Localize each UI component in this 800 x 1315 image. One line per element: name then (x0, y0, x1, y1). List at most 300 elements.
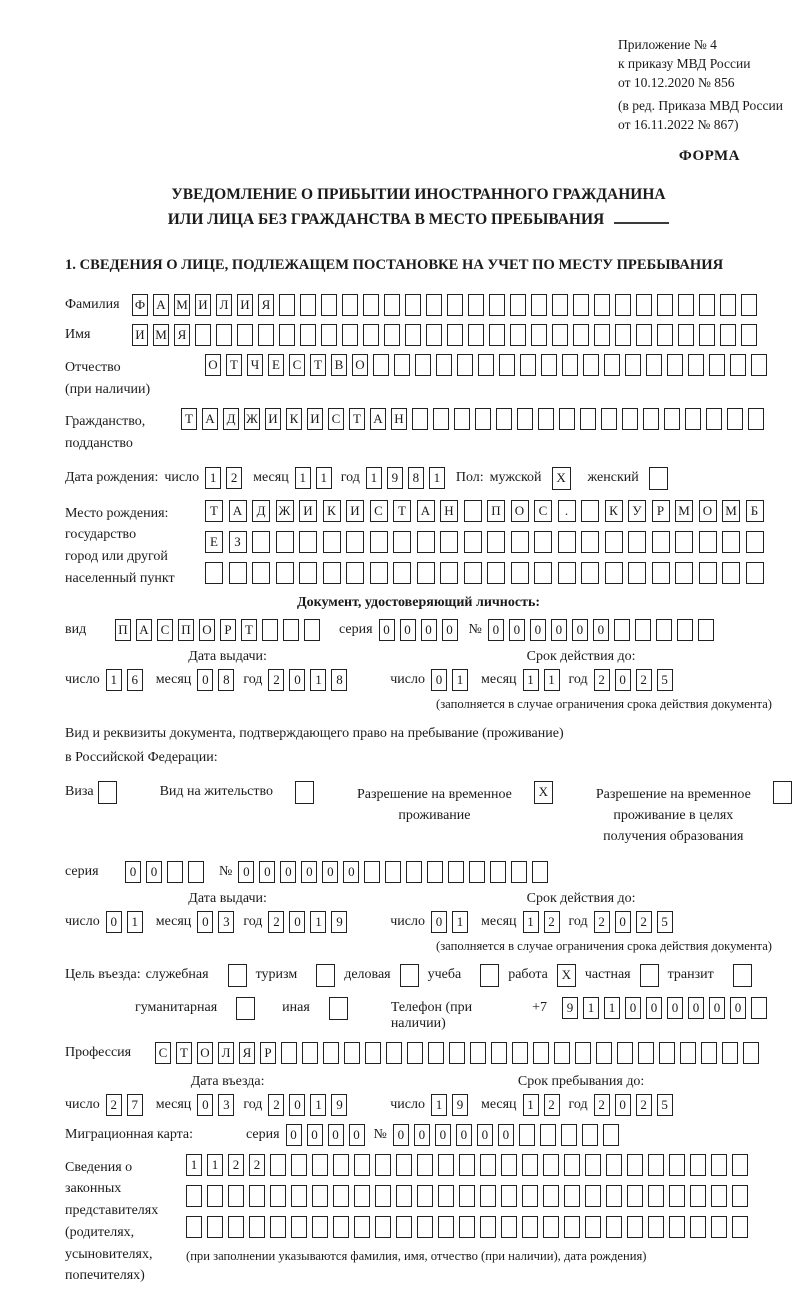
doc-expiry-day[interactable] (431, 669, 473, 691)
cell-box[interactable]: 8 (408, 467, 424, 489)
cell-box[interactable] (480, 964, 499, 987)
cell-box[interactable]: 1 (106, 669, 122, 691)
cell-box[interactable] (732, 1185, 748, 1207)
cell-box[interactable] (407, 1042, 423, 1064)
cell-box[interactable]: 0 (488, 619, 504, 641)
cell-box[interactable] (534, 562, 552, 584)
cell-box[interactable] (652, 562, 670, 584)
cell-box[interactable]: 0 (259, 861, 275, 883)
cell-box[interactable] (370, 531, 388, 553)
cell-box[interactable] (449, 1042, 465, 1064)
cell-box[interactable] (400, 964, 419, 987)
cell-box[interactable] (617, 1042, 633, 1064)
cell-box[interactable] (699, 294, 715, 316)
cell-box[interactable] (648, 1185, 664, 1207)
cell-box[interactable]: О (352, 354, 368, 376)
cell-box[interactable] (375, 1185, 391, 1207)
cell-box[interactable] (669, 1216, 685, 1238)
cell-box[interactable]: Ж (244, 408, 260, 430)
cell-box[interactable]: Р (220, 619, 236, 641)
cell-box[interactable] (711, 1185, 727, 1207)
cell-box[interactable] (252, 562, 270, 584)
cell-box[interactable] (501, 1154, 517, 1176)
residence-expiry-year[interactable] (594, 911, 678, 933)
cell-box[interactable]: 1 (127, 911, 143, 933)
cell-box[interactable] (312, 1154, 328, 1176)
cell-box[interactable] (543, 1185, 559, 1207)
cell-box[interactable] (375, 1216, 391, 1238)
cell-box[interactable]: 2 (594, 1094, 610, 1116)
cell-box[interactable] (464, 562, 482, 584)
cell-box[interactable]: И (265, 408, 281, 430)
cell-box[interactable] (657, 324, 673, 346)
cell-box[interactable] (538, 408, 554, 430)
cell-box[interactable]: Н (391, 408, 407, 430)
residence-expiry-month[interactable] (523, 911, 565, 933)
residence-number-field[interactable] (238, 861, 553, 883)
cell-box[interactable]: 2 (636, 669, 652, 691)
cell-box[interactable] (649, 467, 668, 490)
cell-box[interactable]: 1 (310, 669, 326, 691)
cell-box[interactable]: 2 (268, 669, 284, 691)
cell-box[interactable]: 0 (393, 1124, 409, 1146)
migration-number-field[interactable] (393, 1124, 624, 1146)
cell-box[interactable]: 3 (218, 1094, 234, 1116)
entry-year[interactable] (268, 1094, 352, 1116)
cell-box[interactable] (236, 997, 255, 1020)
residence-issue-year[interactable] (268, 911, 352, 933)
cell-box[interactable] (464, 500, 482, 522)
cell-box[interactable]: 1 (604, 997, 620, 1019)
cell-box[interactable]: 0 (572, 619, 588, 641)
doc-issue-month[interactable] (197, 669, 239, 691)
cell-box[interactable]: 2 (636, 911, 652, 933)
cell-box[interactable]: Б (746, 500, 764, 522)
cell-box[interactable] (699, 562, 717, 584)
cell-box[interactable]: 0 (301, 861, 317, 883)
temp-permit-checkbox[interactable] (534, 781, 558, 804)
cell-box[interactable]: 0 (593, 619, 609, 641)
cell-box[interactable] (510, 324, 526, 346)
cell-box[interactable] (746, 562, 764, 584)
cell-box[interactable]: М (722, 500, 740, 522)
cell-box[interactable] (281, 1042, 297, 1064)
cell-box[interactable] (614, 619, 630, 641)
cell-box[interactable] (440, 562, 458, 584)
cell-box[interactable]: О (197, 1042, 213, 1064)
cell-box[interactable]: Д (252, 500, 270, 522)
cell-box[interactable] (291, 1154, 307, 1176)
cell-box[interactable] (706, 408, 722, 430)
cell-box[interactable] (469, 861, 485, 883)
cell-box[interactable]: 2 (106, 1094, 122, 1116)
purpose-work-checkbox[interactable] (557, 964, 581, 987)
cell-box[interactable]: Л (218, 1042, 234, 1064)
cell-box[interactable]: П (178, 619, 194, 641)
cell-box[interactable] (300, 294, 316, 316)
cell-box[interactable]: Т (349, 408, 365, 430)
migration-series-field[interactable] (286, 1124, 370, 1146)
cell-box[interactable] (732, 1216, 748, 1238)
cell-box[interactable] (454, 408, 470, 430)
cell-box[interactable]: С (157, 619, 173, 641)
cell-box[interactable] (291, 1216, 307, 1238)
cell-box[interactable]: 0 (125, 861, 141, 883)
cell-box[interactable] (533, 1042, 549, 1064)
doc-issue-day[interactable] (106, 669, 148, 691)
cell-box[interactable] (564, 1216, 580, 1238)
cell-box[interactable]: 0 (289, 911, 305, 933)
cell-box[interactable] (688, 354, 704, 376)
cell-box[interactable] (468, 324, 484, 346)
cell-box[interactable] (188, 861, 204, 883)
cell-box[interactable] (585, 1185, 601, 1207)
cell-box[interactable] (396, 1216, 412, 1238)
cell-box[interactable]: 0 (456, 1124, 472, 1146)
cell-box[interactable] (480, 1185, 496, 1207)
cell-box[interactable] (364, 861, 380, 883)
cell-box[interactable]: 0 (615, 911, 631, 933)
cell-box[interactable]: Д (223, 408, 239, 430)
cell-box[interactable] (636, 324, 652, 346)
cell-box[interactable] (98, 781, 117, 804)
cell-box[interactable]: У (628, 500, 646, 522)
cell-box[interactable] (333, 1185, 349, 1207)
cell-box[interactable] (252, 531, 270, 553)
cell-box[interactable]: 1 (366, 467, 382, 489)
cell-box[interactable]: Я (239, 1042, 255, 1064)
cell-box[interactable]: Т (393, 500, 411, 522)
patronymic-field[interactable] (205, 354, 772, 376)
sex-male-checkbox[interactable] (552, 467, 576, 490)
birthdate-month-field[interactable] (295, 467, 337, 489)
cell-box[interactable]: 2 (268, 911, 284, 933)
stay-year[interactable] (594, 1094, 678, 1116)
purpose-business-checkbox[interactable] (400, 964, 424, 987)
cell-box[interactable] (603, 1124, 619, 1146)
purpose-private-checkbox[interactable] (640, 964, 664, 987)
cell-box[interactable] (512, 1042, 528, 1064)
cell-box[interactable] (722, 1042, 738, 1064)
cell-box[interactable] (363, 294, 379, 316)
cell-box[interactable] (727, 408, 743, 430)
cell-box[interactable] (447, 294, 463, 316)
cell-box[interactable] (638, 1042, 654, 1064)
cell-box[interactable]: Т (176, 1042, 192, 1064)
cell-box[interactable]: 0 (280, 861, 296, 883)
cell-box[interactable]: 0 (289, 1094, 305, 1116)
cell-box[interactable] (711, 1216, 727, 1238)
cell-box[interactable] (606, 1216, 622, 1238)
cell-box[interactable] (627, 1154, 643, 1176)
cell-box[interactable] (582, 1124, 598, 1146)
cell-box[interactable] (615, 324, 631, 346)
cell-box[interactable] (405, 294, 421, 316)
cell-box[interactable] (709, 354, 725, 376)
cell-box[interactable] (167, 861, 183, 883)
cell-box[interactable] (396, 1154, 412, 1176)
cell-box[interactable] (511, 531, 529, 553)
cell-box[interactable] (543, 1154, 559, 1176)
cell-box[interactable]: М (174, 294, 190, 316)
cell-box[interactable] (698, 619, 714, 641)
cell-box[interactable] (438, 1185, 454, 1207)
cell-box[interactable]: 0 (106, 911, 122, 933)
cell-box[interactable] (559, 408, 575, 430)
cell-box[interactable] (628, 531, 646, 553)
cell-box[interactable] (459, 1216, 475, 1238)
cell-box[interactable] (412, 408, 428, 430)
cell-box[interactable]: З (229, 531, 247, 553)
cell-box[interactable]: 9 (331, 1094, 347, 1116)
cell-box[interactable]: 0 (197, 669, 213, 691)
cell-box[interactable] (601, 408, 617, 430)
cell-box[interactable] (606, 1154, 622, 1176)
cell-box[interactable] (448, 861, 464, 883)
name-field[interactable] (132, 324, 762, 346)
cell-box[interactable] (363, 324, 379, 346)
cell-box[interactable] (499, 354, 515, 376)
cell-box[interactable] (635, 619, 651, 641)
cell-box[interactable] (511, 861, 527, 883)
cell-box[interactable] (534, 531, 552, 553)
cell-box[interactable]: X (534, 781, 553, 804)
cell-box[interactable] (276, 562, 294, 584)
cell-box[interactable] (354, 1216, 370, 1238)
cell-box[interactable] (522, 1216, 538, 1238)
cell-box[interactable] (678, 324, 694, 346)
cell-box[interactable]: Л (216, 294, 232, 316)
cell-box[interactable] (657, 294, 673, 316)
cell-box[interactable] (354, 1185, 370, 1207)
visa-checkbox[interactable] (98, 781, 122, 804)
cell-box[interactable]: 0 (431, 669, 447, 691)
cell-box[interactable] (699, 324, 715, 346)
cell-box[interactable]: 0 (442, 619, 458, 641)
cell-box[interactable]: 0 (328, 1124, 344, 1146)
cell-box[interactable] (329, 997, 348, 1020)
entry-month[interactable] (197, 1094, 239, 1116)
residence-issue-month[interactable] (197, 911, 239, 933)
cell-box[interactable] (741, 324, 757, 346)
cell-box[interactable]: 1 (205, 467, 221, 489)
cell-box[interactable] (480, 1216, 496, 1238)
cell-box[interactable]: 1 (207, 1154, 223, 1176)
cell-box[interactable] (470, 1042, 486, 1064)
cell-box[interactable] (249, 1185, 265, 1207)
cell-box[interactable]: 7 (127, 1094, 143, 1116)
stay-month[interactable] (523, 1094, 565, 1116)
purpose-transit-checkbox[interactable] (733, 964, 757, 987)
cell-box[interactable] (440, 531, 458, 553)
cell-box[interactable] (354, 1154, 370, 1176)
cell-box[interactable] (312, 1185, 328, 1207)
cell-box[interactable]: А (136, 619, 152, 641)
edu-permit-checkbox[interactable] (773, 781, 797, 804)
cell-box[interactable]: 0 (197, 911, 213, 933)
cell-box[interactable] (594, 324, 610, 346)
cell-box[interactable] (720, 294, 736, 316)
cell-box[interactable] (438, 1216, 454, 1238)
cell-box[interactable] (561, 1124, 577, 1146)
cell-box[interactable] (690, 1154, 706, 1176)
cell-box[interactable]: С (328, 408, 344, 430)
cell-box[interactable] (622, 408, 638, 430)
cell-box[interactable] (386, 1042, 402, 1064)
cell-box[interactable]: И (307, 408, 323, 430)
cell-box[interactable] (690, 1185, 706, 1207)
cell-box[interactable] (426, 324, 442, 346)
cell-box[interactable] (667, 354, 683, 376)
residence-permit-checkbox[interactable] (295, 781, 319, 804)
birthplace-field-row3[interactable] (205, 562, 769, 584)
cell-box[interactable]: А (202, 408, 218, 430)
cell-box[interactable] (648, 1216, 664, 1238)
cell-box[interactable]: Я (258, 294, 274, 316)
cell-box[interactable] (447, 324, 463, 346)
cell-box[interactable] (428, 1042, 444, 1064)
cell-box[interactable] (323, 531, 341, 553)
cell-box[interactable] (216, 324, 232, 346)
cell-box[interactable] (342, 294, 358, 316)
cell-box[interactable] (417, 562, 435, 584)
cell-box[interactable]: 0 (343, 861, 359, 883)
cell-box[interactable] (487, 531, 505, 553)
cell-box[interactable]: А (153, 294, 169, 316)
cell-box[interactable]: 1 (523, 911, 539, 933)
cell-box[interactable]: 1 (295, 467, 311, 489)
cell-box[interactable] (522, 1154, 538, 1176)
cell-box[interactable] (585, 1216, 601, 1238)
cell-box[interactable]: 0 (730, 997, 746, 1019)
cell-box[interactable] (606, 1185, 622, 1207)
representatives-field-row3[interactable] (186, 1216, 753, 1238)
cell-box[interactable] (605, 531, 623, 553)
cell-box[interactable]: X (552, 467, 571, 490)
cell-box[interactable] (291, 1185, 307, 1207)
cell-box[interactable] (501, 1185, 517, 1207)
cell-box[interactable] (648, 1154, 664, 1176)
cell-box[interactable] (748, 408, 764, 430)
doc-series-field[interactable] (379, 619, 463, 641)
cell-box[interactable]: 0 (421, 619, 437, 641)
birthdate-year-field[interactable] (366, 467, 450, 489)
cell-box[interactable]: 2 (544, 1094, 560, 1116)
cell-box[interactable] (207, 1185, 223, 1207)
cell-box[interactable] (478, 354, 494, 376)
cell-box[interactable] (722, 562, 740, 584)
cell-box[interactable] (312, 1216, 328, 1238)
cell-box[interactable]: Ф (132, 294, 148, 316)
purpose-tourism-checkbox[interactable] (316, 964, 340, 987)
cell-box[interactable]: Е (205, 531, 223, 553)
cell-box[interactable]: С (370, 500, 388, 522)
cell-box[interactable]: Р (652, 500, 670, 522)
cell-box[interactable]: 2 (228, 1154, 244, 1176)
cell-box[interactable]: И (346, 500, 364, 522)
cell-box[interactable]: Т (241, 619, 257, 641)
cell-box[interactable]: 0 (551, 619, 567, 641)
phone-field[interactable] (562, 997, 772, 1019)
cell-box[interactable] (541, 354, 557, 376)
cell-box[interactable]: 2 (249, 1154, 265, 1176)
cell-box[interactable] (583, 354, 599, 376)
cell-box[interactable] (501, 1216, 517, 1238)
cell-box[interactable] (323, 562, 341, 584)
cell-box[interactable]: 0 (431, 911, 447, 933)
cell-box[interactable] (640, 964, 659, 987)
cell-box[interactable] (581, 531, 599, 553)
cell-box[interactable]: X (557, 964, 576, 987)
cell-box[interactable] (433, 408, 449, 430)
cell-box[interactable]: 0 (146, 861, 162, 883)
profession-field[interactable] (155, 1042, 764, 1064)
cell-box[interactable] (562, 354, 578, 376)
cell-box[interactable] (373, 354, 389, 376)
cell-box[interactable] (279, 324, 295, 346)
cell-box[interactable] (543, 1216, 559, 1238)
cell-box[interactable]: 0 (498, 1124, 514, 1146)
cell-box[interactable] (279, 294, 295, 316)
cell-box[interactable]: 0 (349, 1124, 365, 1146)
cell-box[interactable] (733, 964, 752, 987)
cell-box[interactable] (722, 531, 740, 553)
cell-box[interactable] (417, 1216, 433, 1238)
cell-box[interactable] (436, 354, 452, 376)
cell-box[interactable] (741, 294, 757, 316)
cell-box[interactable] (270, 1154, 286, 1176)
cell-box[interactable]: 1 (186, 1154, 202, 1176)
cell-box[interactable]: О (205, 354, 221, 376)
cell-box[interactable] (517, 408, 533, 430)
cell-box[interactable]: 0 (509, 619, 525, 641)
cell-box[interactable]: П (115, 619, 131, 641)
doc-kind-field[interactable] (115, 619, 325, 641)
cell-box[interactable] (299, 562, 317, 584)
cell-box[interactable]: А (370, 408, 386, 430)
birthplace-field-row2[interactable] (205, 531, 769, 553)
cell-box[interactable]: 0 (709, 997, 725, 1019)
cell-box[interactable] (531, 324, 547, 346)
cell-box[interactable]: 5 (657, 1094, 673, 1116)
cell-box[interactable]: О (699, 500, 717, 522)
cell-box[interactable] (396, 1185, 412, 1207)
cell-box[interactable] (496, 408, 512, 430)
cell-box[interactable] (580, 408, 596, 430)
cell-box[interactable]: 2 (594, 911, 610, 933)
cell-box[interactable] (659, 1042, 675, 1064)
cell-box[interactable]: О (511, 500, 529, 522)
cell-box[interactable]: 0 (477, 1124, 493, 1146)
cell-box[interactable] (475, 408, 491, 430)
cell-box[interactable] (490, 861, 506, 883)
cell-box[interactable] (228, 1216, 244, 1238)
cell-box[interactable] (385, 861, 401, 883)
cell-box[interactable] (323, 1042, 339, 1064)
cell-box[interactable]: 0 (400, 619, 416, 641)
cell-box[interactable]: М (675, 500, 693, 522)
cell-box[interactable] (627, 1185, 643, 1207)
cell-box[interactable]: 0 (435, 1124, 451, 1146)
purpose-study-checkbox[interactable] (480, 964, 504, 987)
cell-box[interactable] (540, 1124, 556, 1146)
cell-box[interactable]: 8 (218, 669, 234, 691)
cell-box[interactable]: 0 (615, 1094, 631, 1116)
cell-box[interactable]: К (605, 500, 623, 522)
cell-box[interactable] (304, 619, 320, 641)
cell-box[interactable] (656, 619, 672, 641)
cell-box[interactable]: 2 (594, 669, 610, 691)
